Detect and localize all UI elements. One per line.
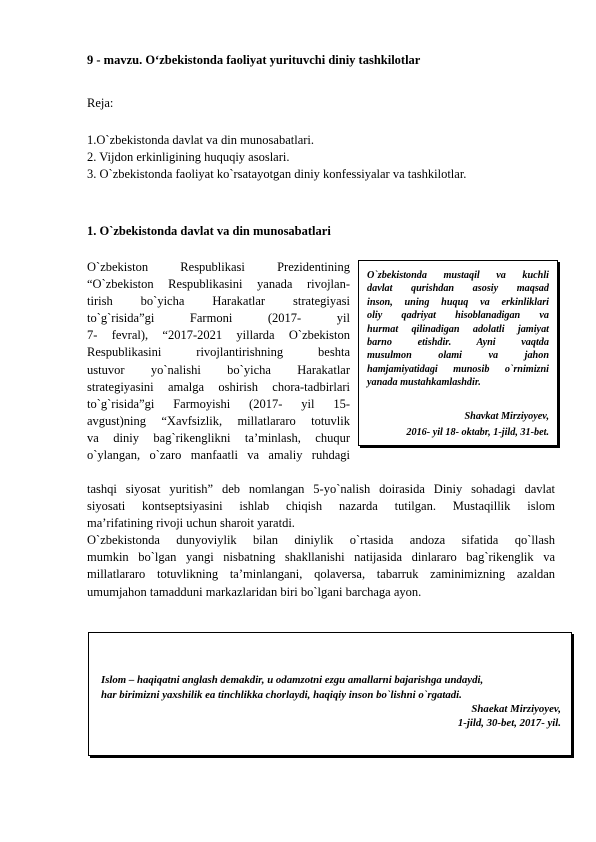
paragraph-line: va diniy bag`rikenglikni ta’minlash, chuqur bbox=[87, 430, 350, 445]
paragraph-line: O`zbekiston Respublikasi Prezidentining bbox=[87, 260, 350, 274]
quote-line: davlat qurishdan asosiy maqsad bbox=[367, 283, 549, 295]
plan-item-2: 2. Vijdon erkinligining huquqiy asoslari. bbox=[87, 150, 290, 164]
quote-author: Shaekat Mirziyoyev, bbox=[471, 703, 561, 715]
quote-line: barno etishdir. Ayni vaqtda bbox=[367, 337, 549, 349]
quote-line: hamjamiyatidagi munosib o`rnimizni bbox=[367, 363, 549, 375]
paragraph-line: millatlararo totuvlikning ta’minlangani, qolaversa, tabarruk zaminimizning azaldan bbox=[87, 567, 555, 582]
paragraph-line: siyosati kontseptsiyasini ishlab chiqish nazarda tutilgan. Mustaqillik islom bbox=[87, 499, 555, 514]
quote-line: hurmat qilinadigan adolatli jamiyat bbox=[367, 323, 549, 335]
quote-source: 1-jild, 30-bet, 2017- yil. bbox=[457, 717, 561, 729]
page-title: 9 - mavzu. O‘zbekistonda faoliyat yurituvchi diniy tashkilotlar bbox=[87, 53, 421, 67]
quote-box-president bbox=[358, 260, 558, 446]
paragraph-line: “O`zbekiston Respublikasini yanada rivojlan- bbox=[87, 277, 350, 292]
quote-line: musulmon olami va jahon bbox=[367, 350, 549, 362]
quote-line: oliy qadriyat hisoblanadigan va bbox=[367, 310, 549, 322]
quote-source: 2016- yil 18- oktabr, 1-jild, 31-bet. bbox=[406, 427, 549, 438]
paragraph-line: ustuvor yo`nalishi bo`yicha Harakatlar bbox=[87, 362, 350, 377]
quote-line: inson, uning huquq va erkinliklari bbox=[367, 296, 549, 308]
quote-text bbox=[367, 269, 549, 390]
paragraph-line: strategiyasini amalga oshirish chora-tadbirlari bbox=[87, 379, 350, 394]
paragraph-line: O`zbekistonda dunyoviylik bilan diniylik o`rtasida andoza sifatida qo`llash bbox=[87, 533, 555, 548]
quote-box-islom bbox=[88, 632, 572, 756]
paragraph-line: avgust)ning “Xavfsizlik, millatlararo totuvlik bbox=[87, 413, 350, 428]
section-paragraph-column bbox=[87, 259, 350, 464]
paragraph-line: to`g`risida”gi Farmoni (2017- yil bbox=[87, 311, 350, 326]
paragraph-line: Respublikasini rivojlantirishning beshta bbox=[87, 345, 350, 360]
quote-line: O`zbekistonda mustaqil va kuchli bbox=[367, 270, 549, 281]
paragraph-line: o`ylangan, o`zaro manfaatli va amaliy ruhdagi bbox=[87, 448, 350, 463]
quote-author: Shavkat Mirziyoyev, bbox=[464, 411, 549, 422]
quote-line: Islom – haqiqatni anglash demakdir, u odamzotni ezgu amallarni bajarishga undaydi, bbox=[101, 674, 484, 686]
paragraph-line: umumjahon tamadduni markazlaridan biri bo`lgani barchaga ayon. bbox=[87, 584, 422, 599]
paragraph-line: mumkin bo`lgan yangi nisbatning shakllanishi natijasida dinlararo bag`rikenglik va bbox=[87, 550, 555, 565]
plan-item-3: 3. O`zbekistonda faoliyat ko`rsatayotgan diniy konfessiyalar va tashkilotlar. bbox=[87, 167, 467, 181]
plan-item-1: 1.O`zbekistonda davlat va din munosabatlari. bbox=[87, 133, 315, 147]
paragraph-line: tirish bo`yicha Harakatlar strategiyasi bbox=[87, 294, 350, 309]
section-paragraph-full bbox=[87, 481, 555, 601]
quote-line: har birimizni yaxshilik ea tinchlikka chorlaydi, haqiqiy inson bo`lishni o`rgatadi. bbox=[101, 688, 462, 701]
quote-text bbox=[101, 673, 563, 702]
section-heading: 1. O`zbekistonda davlat va din munosabatlari bbox=[87, 224, 331, 238]
plan-label: Reja: bbox=[87, 96, 114, 110]
paragraph-line: to`g`risida”gi Farmoyishi (2017- yil 15- bbox=[87, 396, 350, 411]
quote-line: yanada mustahkamlashdir. bbox=[367, 377, 481, 389]
paragraph-line: ma’rifatining rivoji uchun sharoit yaratdi. bbox=[87, 516, 295, 531]
paragraph-line: tashqi siyosat yuritish” deb nomlangan 5-yo`nalish doirasida Diniy sohadagi davlat bbox=[87, 482, 555, 496]
paragraph-line: 7- fevral), “2017-2021 yillarda O`zbekiston bbox=[87, 328, 350, 343]
